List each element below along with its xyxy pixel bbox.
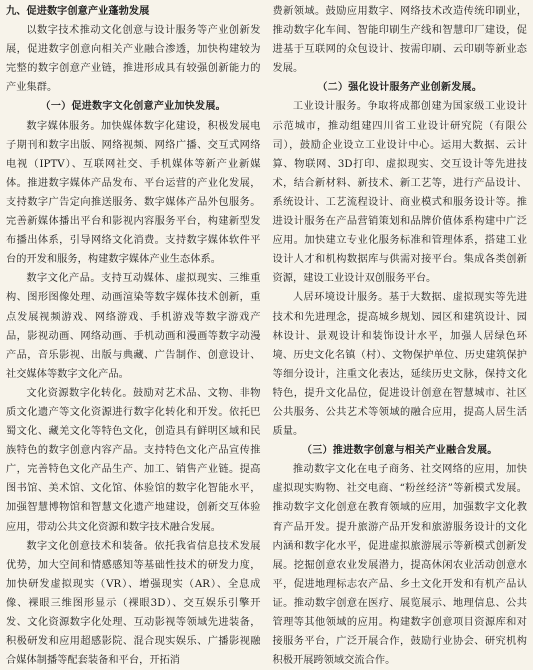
paragraph-digital-products: 数字文化产品。支持互动媒体、虚拟现实、三维重构、图形图像处理、动画渲染等数字媒体技术创新，重点发展视频游戏、网络游戏、手机游戏等数字游戏产品，影视动画、网络动画、手机动画和漫画等数字动漫产品，音乐影视、出版与典藏、广告制作、创意设计、社交媒体等数字文化产品。 — [6, 273, 261, 380]
left-column — [6, 2, 261, 670]
subsection-title-1: （一）促进数字文化创意产业加快发展。 — [40, 101, 226, 113]
paragraph-industry-integration: 推动数字文化在电子商务、社交网络的应用，加快虚拟现实购物、社交电商、“粉丝经济”等新模式发展。推动数字文化创意在教育领域的应用，加强数字文化教育产品开发。提升旅游产品开发和旅游服务设计的文化内涵和数字化水平，促进虚拟旅游展示等新模式创新发展。挖掘创意农业发展潜力，提高休闲农业活动创意水平，促进地理标志农产品、乡土文化开发和有机产品认证。推动数字创意在医疗、展览展示、地理信息、公共管理等其他领域的应用。构建数字创意项目资源库和对接服务平台，广泛开展合作，鼓励行业协会、研究机构积极开展跨领域交流合作。 — [272, 464, 527, 667]
intro-paragraph: 以数字技术推动文化创意与设计服务等产业创新发展，促进数字创意向相关产业融合渗透，加快构建较为完整的数字创意产业链，推进形成具有较强创新能力的产业集群。 — [6, 25, 261, 94]
right-column — [273, 2, 528, 670]
paragraph-digital-media: 数字媒体服务。加快媒体数字化建设，积极发展电子期刊和数字出版、网络视频、网络广播、交互式网络电视（IPTV）、互联网社交、手机媒体等新产业新媒体。推进数字媒体产品发布、平台运营的产业化发展，支持数字广告定向推送服务、数字媒体产品外包服务。完善新媒体播出平台和影视内容服务平台，构建新型发布播出体系，引导网络文化消费。支持数字媒体软件平台的开发和服务，构建数字媒体产业生态体系。 — [6, 120, 261, 266]
paragraph-resource-digitization: 文化资源数字化转化。鼓励对艺术品、文物、非物质文化遗产等文化资源进行数字化转化和开发。依托巴蜀文化、藏羌文化等特色文化，创造具有鲜明区域和民族特色的数字创意内容产品。支持特色文化产品宣传推广，完善特色文化产品生产、加工、销售产业链。提高图书馆、美术馆、文化馆、体验馆的数字化智能水平，加强智慧博物馆和智慧文化遗产地建设，创新交互体验应用，带动公共文化资源和数字技术融合发展。 — [6, 387, 261, 533]
paragraph-tech-equipment: 数字文化创意技术和装备。依托我省信息技术发展优势，加大空间和情感感知等基础性技术的研发力度，加快研发虚拟现实（VR）、增强现实（AR）、全息成像、裸眼三维图形显示（裸眼3D）、交互娱乐引擎开发、文化资源数字化处理、互动影视等领域先进装备，积极研发和应用超感影院、混合现实娱乐、广播影视融合媒体制播等配套装备和平台，开拓消 — [6, 540, 261, 667]
subsection-title-2: （二）强化设计服务产业创新发展。 — [317, 82, 483, 94]
section-title: 九、促进数字创意产业蓬勃发展 — [6, 6, 150, 17]
subsection-title-3: （三）推进数字创意与相关产业融合发展。 — [301, 445, 498, 457]
paragraph-living-environment: 人居环境设计服务。基于大数据、虚拟现实等先进技术和先进理念，提高城乡规划、园区和建筑设计、园林设计、景观设计和装饰设计水平，加强人居绿色环境、历史文化名镇（村）、文物保护单位、历史建筑保护等细分设计，注重文化表达，延续历史文脉，保持文化特色，提升文化品位，促进设计创意在智慧城市、社区公共服务、公共艺术等领域的融合应用，提高人居生活质量。 — [272, 292, 527, 438]
paragraph-industrial-design: 工业设计服务。争取将成都创建为国家级工业设计示范城市，推动组建四川省工业设计研究院（有限公司），鼓励企业设立工业设计中心。运用大数据、云计算、物联网、3D打印、虚拟现实、交互设计等先进技术，结合新材料、新技术、新工艺等，进行产品设计、系统设计、工艺流程设计、商业模式和服务设计等。推进设计服务在产品营销策划和品牌价值体系构建中广泛应用。加快建立专业化服务标准和管理体系，搭建工业设计人才和机构数据库与供需对接平台。集成各类创新资源，建设工业设计双创服务平台。 — [272, 101, 527, 285]
paragraph-continuation: 费新领域。鼓励应用数字、网络技术改造传统印刷业，推动数字化车间、智能印刷生产线和智慧印厂建设，促进基于互联网的众包设计、按需印刷、云印刷等新业态发展。 — [272, 6, 527, 75]
